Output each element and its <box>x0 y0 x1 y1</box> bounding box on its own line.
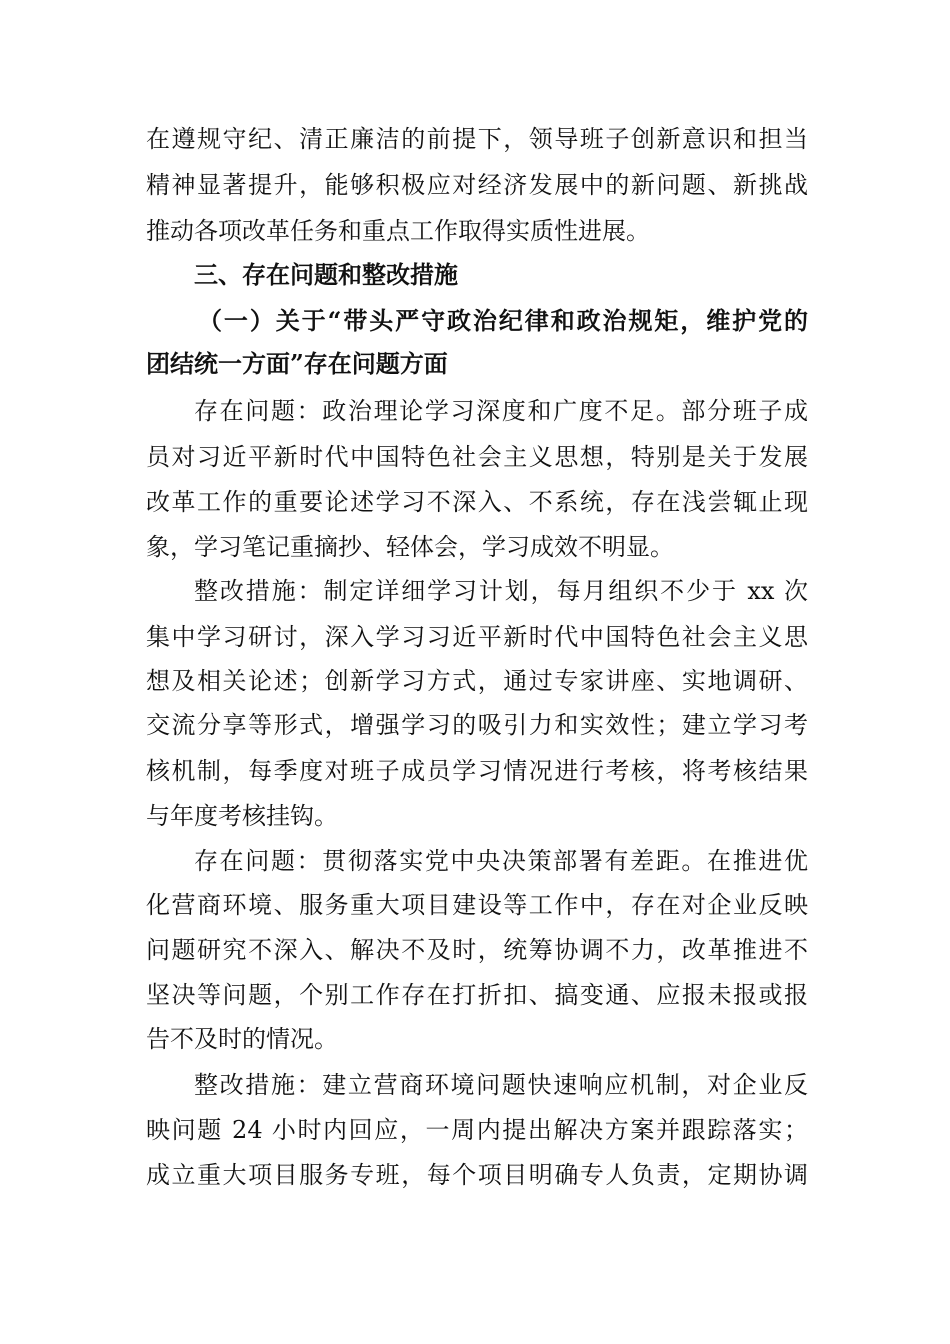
problem-paragraph-line: 告不及时的情况。 <box>146 1025 338 1053</box>
measure-paragraph-line: 集中学习研讨，深入学习习近平新时代中国特色社会主义思 <box>146 623 808 651</box>
body-text-line: 精神显著提升，能够积极应对经济发展中的新问题、新挑战 <box>146 171 808 199</box>
measure-paragraph-line: 整改措施：制定详细学习计划，每月组织不少于 xx 次 <box>194 577 808 605</box>
problem-paragraph-line: 化营商环境、服务重大项目建设等工作中，存在对企业反映 <box>146 891 808 919</box>
measure-paragraph-line: 想及相关论述；创新学习方式，通过专家讲座、实地调研、 <box>146 667 808 695</box>
measure-paragraph-line: 与年度考核挂钩。 <box>146 802 338 830</box>
problem-paragraph-line: 改革工作的重要论述学习不深入、不系统，存在浅尝辄止现 <box>146 488 808 516</box>
measure-paragraph-line: 交流分享等形式，增强学习的吸引力和实效性；建立学习考 <box>146 711 808 739</box>
problem-paragraph-line: 象，学习笔记重摘抄、轻体会，学习成效不明显。 <box>146 533 674 561</box>
measure-paragraph-line: 核机制，每季度对班子成员学习情况进行考核，将考核结果 <box>146 757 808 785</box>
problem-paragraph-line: 存在问题：政治理论学习深度和广度不足。部分班子成 <box>194 397 808 425</box>
section-heading: 三、存在问题和整改措施 <box>194 261 458 289</box>
problem-paragraph-line: 员对习近平新时代中国特色社会主义思想，特别是关于发展 <box>146 443 808 471</box>
problem-paragraph-line: 坚决等问题，个别工作存在打折扣、搞变通、应报未报或报 <box>146 981 808 1009</box>
subsection-heading-continued: 团结统一方面”存在问题方面 <box>146 349 448 378</box>
measure-paragraph-line: 整改措施：建立营商环境问题快速响应机制，对企业反 <box>194 1071 808 1099</box>
problem-paragraph-line: 问题研究不深入、解决不及时，统筹协调不力，改革推进不 <box>146 936 808 964</box>
body-text-line: 推动各项改革任务和重点工作取得实质性进展。 <box>146 217 650 245</box>
measure-paragraph-line: 成立重大项目服务专班，每个项目明确专人负责，定期协调 <box>146 1161 808 1189</box>
measure-paragraph-line: 映问题 24 小时内回应，一周内提出解决方案并跟踪落实； <box>146 1116 808 1144</box>
problem-paragraph-line: 存在问题：贯彻落实党中央决策部署有差距。在推进优 <box>194 847 808 875</box>
subsection-heading: （一）关于“带头严守政治纪律和政治规矩，维护党的 <box>198 306 808 335</box>
body-text-line: 在遵规守纪、清正廉洁的前提下，领导班子创新意识和担当 <box>146 125 808 153</box>
